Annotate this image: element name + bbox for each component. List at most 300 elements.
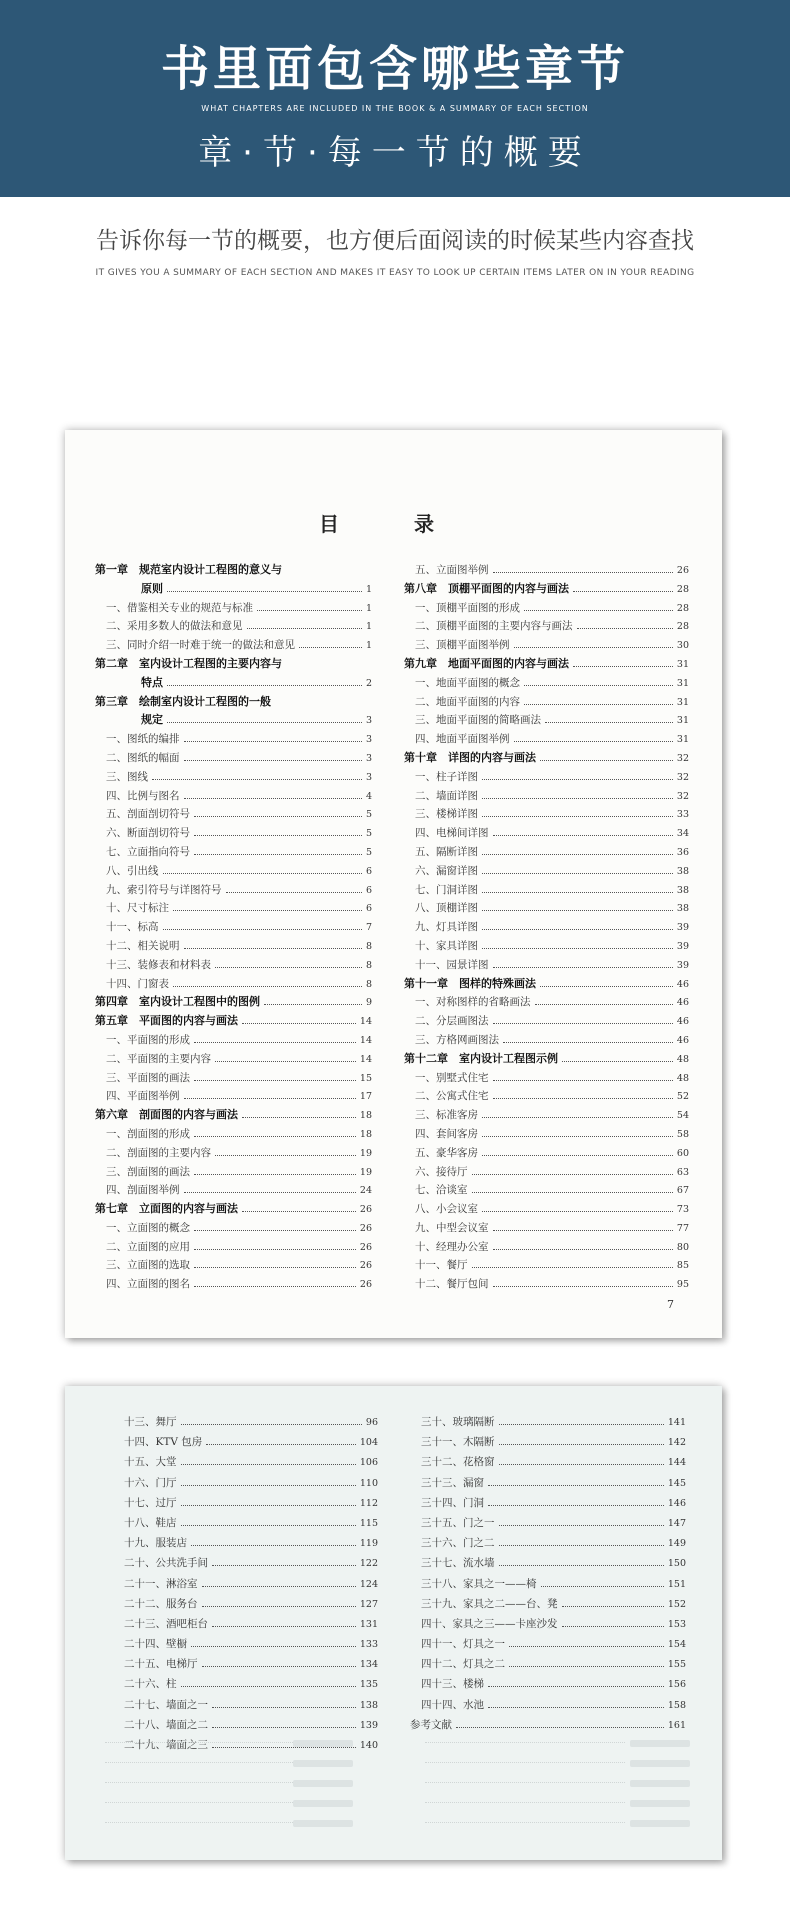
- toc-entry-label: 十、经理办公室: [415, 1240, 489, 1253]
- toc-section-entry: [410, 1432, 686, 1452]
- toc-leader-dots: [524, 675, 673, 686]
- toc-entry-label: 二十七、墙面之一: [124, 1698, 208, 1711]
- toc-section-entry: [404, 1087, 689, 1106]
- toc-entry-label: 三、平面图的画法: [106, 1071, 190, 1084]
- toc-page-number: 31: [676, 696, 689, 708]
- toc-entry-label: 十一、园景详图: [415, 958, 489, 971]
- toc-page-number: 26: [359, 1260, 372, 1272]
- toc-page-number: 34: [676, 828, 689, 840]
- toc-page-number: 46: [676, 997, 689, 1009]
- toc-page-number: 146: [667, 1497, 686, 1509]
- toc-section-entry: [404, 787, 689, 806]
- toc-page-number: 145: [667, 1477, 686, 1489]
- toc-entry-label: 二十五、电梯厅: [124, 1658, 198, 1671]
- toc-section-entry: [404, 1275, 689, 1294]
- toc-entry-label: 二、顶棚平面图的主要内容与画法: [415, 620, 573, 633]
- page-number: 7: [667, 1298, 674, 1311]
- toc-entry-label: 三十八、家具之一——椅: [421, 1577, 537, 1590]
- toc-page-number: 14: [359, 1053, 372, 1065]
- toc-leader-dots: [562, 1616, 664, 1627]
- toc-entry-label: 三、立面图的选取: [106, 1259, 190, 1272]
- toc-page-number: 135: [359, 1679, 378, 1691]
- toc-page-number: 48: [676, 1072, 689, 1084]
- toc-page-number: 5: [365, 846, 372, 858]
- toc-entry-label: 二十、公共洗手间: [124, 1557, 208, 1570]
- toc-entry-label: 三十四、门洞: [421, 1496, 484, 1509]
- toc-page-number: 77: [676, 1222, 689, 1234]
- toc-leader-dots: [488, 1697, 664, 1708]
- toc-entry-label: 一、图纸的编排: [106, 733, 180, 746]
- toc-leader-dots: [167, 581, 362, 592]
- toc-page-number: 14: [359, 1016, 372, 1028]
- toc-page-number: 32: [676, 790, 689, 802]
- toc-page-number: 26: [359, 1204, 372, 1216]
- toc-leader-dots: [509, 1656, 664, 1667]
- toc-entry-label: 十九、服装店: [124, 1537, 187, 1550]
- toc-section-entry: [95, 1219, 372, 1238]
- toc-leader-dots: [215, 957, 362, 968]
- banner-title: 书里面包含哪些章节: [160, 41, 629, 97]
- toc-leader-dots: [242, 1201, 356, 1212]
- toc-leader-dots: [184, 1182, 356, 1193]
- toc-leader-dots: [194, 1257, 356, 1268]
- toc-entry-label: 六、断面剖切符号: [106, 827, 190, 840]
- toc-entry-label: 一、对称图样的省略画法: [415, 996, 531, 1009]
- toc-section-entry: [404, 1012, 689, 1031]
- toc-entry-label: 十五、大堂: [124, 1456, 177, 1469]
- toc-page-number: 5: [365, 828, 372, 840]
- toc-entry-label: 二十六、柱: [124, 1678, 177, 1691]
- toc-section-entry: [113, 1715, 378, 1735]
- toc-page-number: 119: [359, 1538, 378, 1550]
- toc-leader-dots: [181, 1676, 356, 1687]
- toc-leader-dots: [482, 769, 673, 780]
- toc-page-number: 6: [365, 865, 372, 877]
- toc-leader-dots: [167, 712, 362, 723]
- toc-leader-dots: [206, 1434, 356, 1445]
- toc-chapter-entry: [95, 580, 372, 599]
- toc-page-number: 18: [359, 1110, 372, 1122]
- toc-page-number: 134: [359, 1659, 378, 1671]
- toc-section-entry: [113, 1674, 378, 1694]
- toc-leader-dots: [242, 1013, 356, 1024]
- toc-entry-label: 八、小会议室: [415, 1203, 478, 1216]
- toc-section-entry: [404, 617, 689, 636]
- toc-entry-label: 三十六、门之二: [421, 1537, 495, 1550]
- toc-leader-dots: [499, 1414, 664, 1425]
- toc-entry-label: 参考文献: [410, 1718, 452, 1731]
- toc-section-entry: [404, 674, 689, 693]
- toc-page-2: [65, 1386, 722, 1860]
- toc-leader-dots: [472, 1164, 673, 1175]
- toc-entry-label: 第十章 详图的内容与画法: [404, 750, 536, 764]
- toc-leader-dots: [194, 806, 362, 817]
- toc-page-number: 31: [676, 715, 689, 727]
- toc-page-number: 38: [676, 865, 689, 877]
- toc-section-entry: [113, 1614, 378, 1634]
- toc-entry-label: 九、灯具详图: [415, 921, 478, 934]
- toc-page-number: 3: [365, 734, 372, 746]
- toc-section-entry: [410, 1614, 686, 1634]
- toc-leader-dots: [191, 1636, 356, 1647]
- banner-tagline: 章·节·每一节的概要: [198, 133, 592, 173]
- toc-entry-label: 第八章 顶棚平面图的内容与画法: [404, 581, 569, 595]
- toc-entry-label: 十七、过厅: [124, 1496, 177, 1509]
- toc-leader-dots: [212, 1717, 356, 1728]
- toc-entry-label: 六、漏窗详图: [415, 864, 478, 877]
- toc-section-entry: [410, 1493, 686, 1513]
- toc-section-entry: [95, 824, 372, 843]
- toc-entry-label: 一、顶棚平面图的形成: [415, 601, 520, 614]
- toc-entry-label: 一、地面平面图的概念: [415, 676, 520, 689]
- toc-leader-dots: [493, 1220, 673, 1231]
- toc-leader-dots: [514, 637, 673, 648]
- toc-entry-label: 第六章 剖面图的内容与画法: [95, 1108, 238, 1122]
- toc-section-entry: [404, 937, 689, 956]
- toc-leader-dots: [194, 825, 362, 836]
- toc-leader-dots: [194, 1070, 356, 1081]
- toc-entry-label: 九、中型会议室: [415, 1221, 489, 1234]
- toc-entry-label: 五、剖面剖切符号: [106, 808, 190, 821]
- toc-section-entry: [404, 768, 689, 787]
- toc-page-number: 104: [359, 1437, 378, 1449]
- toc-leader-dots: [191, 1535, 356, 1546]
- toc-leader-dots: [215, 1145, 356, 1156]
- toc-entry-label: 二、立面图的应用: [106, 1240, 190, 1253]
- toc-leader-dots: [482, 806, 673, 817]
- toc-entry-label: 四、立面图的图名: [106, 1278, 190, 1291]
- toc-page-number: 52: [676, 1091, 689, 1103]
- toc-page-number: 39: [676, 959, 689, 971]
- toc-entry-label: 三、图线: [106, 770, 148, 783]
- toc-entry-label: 三十一、木隔断: [421, 1436, 495, 1449]
- toc-section-entry: [404, 1181, 689, 1200]
- toc-section-entry: [410, 1634, 686, 1654]
- toc-leader-dots: [286, 562, 368, 573]
- toc-entry-label: 四十一、灯具之一: [421, 1638, 505, 1651]
- toc-chapter-entry: [95, 693, 372, 712]
- toc-entry-label: 三、剖面图的画法: [106, 1165, 190, 1178]
- toc-entry-label: 十六、门厅: [124, 1476, 177, 1489]
- header-banner: [0, 0, 790, 197]
- toc-leader-dots: [202, 1596, 356, 1607]
- toc-entry-label: 第二章 室内设计工程图的主要内容与: [95, 656, 282, 670]
- toc-page-number: 158: [667, 1699, 686, 1711]
- toc-page-number: 106: [359, 1457, 378, 1469]
- toc-chapter-entry: [95, 561, 372, 580]
- toc-leader-dots: [482, 1126, 673, 1137]
- toc-section-entry: [404, 1219, 689, 1238]
- toc-left-column: [113, 1412, 378, 1755]
- toc-page-number: 96: [365, 1417, 378, 1428]
- toc-section-entry: [95, 975, 372, 994]
- toc-leader-dots: [194, 1239, 356, 1250]
- toc-leader-dots: [472, 1257, 673, 1268]
- toc-section-entry: [113, 1513, 378, 1533]
- toc-section-entry: [95, 617, 372, 636]
- toc-leader-dots: [573, 656, 673, 667]
- toc-leader-dots: [181, 1495, 356, 1506]
- toc-chapter-entry: [95, 674, 372, 693]
- toc-entry-label: 四、平面图举例: [106, 1090, 180, 1103]
- toc-entry-label: 三十九、家具之二——台、凳: [421, 1597, 558, 1610]
- toc-page-number: 155: [667, 1659, 686, 1671]
- toc-section-entry: [404, 881, 689, 900]
- toc-section-entry: [113, 1533, 378, 1553]
- toc-leader-dots: [482, 1107, 673, 1118]
- toc-entry-label: 二十三、酒吧柜台: [124, 1617, 208, 1630]
- toc-leader-dots: [167, 675, 362, 686]
- toc-section-entry: [410, 1452, 686, 1472]
- toc-section-entry: [113, 1432, 378, 1452]
- toc-section-entry: [404, 1031, 689, 1050]
- toc-chapter-entry: [404, 655, 689, 674]
- toc-entry-label: 第三章 绘制室内设计工程图的一般: [95, 694, 271, 708]
- toc-page-number: 6: [365, 903, 372, 915]
- toc-section-entry: [404, 824, 689, 843]
- toc-page-number: 138: [359, 1699, 378, 1711]
- toc-leader-dots: [493, 1088, 673, 1099]
- toc-section-entry: [404, 1163, 689, 1182]
- toc-page-number: 24: [359, 1185, 372, 1197]
- toc-leader-dots: [482, 900, 673, 911]
- toc-leader-dots: [215, 1051, 356, 1062]
- toc-page-number: 3: [365, 771, 372, 783]
- toc-page-number: 14: [359, 1034, 372, 1046]
- toc-page-number: 31: [676, 658, 689, 670]
- toc-entry-label: 三十五、门之一: [421, 1516, 495, 1529]
- toc-entry-label: 五、隔断详图: [415, 845, 478, 858]
- toc-entry-label: 七、立面指向符号: [106, 845, 190, 858]
- toc-leader-dots: [184, 1088, 356, 1099]
- toc-leader-dots: [524, 694, 673, 705]
- toc-entry-label: 五、立面图举例: [415, 564, 489, 576]
- toc-entry-label: 十三、装修表和材料表: [106, 958, 211, 971]
- toc-section-entry: [410, 1715, 686, 1735]
- toc-section-entry: [410, 1553, 686, 1573]
- toc-page-number: 31: [676, 677, 689, 689]
- toc-page-number: 133: [359, 1639, 378, 1651]
- toc-entry-label: 一、柱子详图: [415, 770, 478, 783]
- toc-leader-dots: [257, 600, 362, 611]
- toc-entry-label: 三、顶棚平面图举例: [415, 639, 510, 652]
- toc-leader-dots: [163, 919, 362, 930]
- toc-section-entry: [404, 918, 689, 937]
- toc-entry-label: 三十、玻璃隔断: [421, 1416, 495, 1428]
- toc-section-entry: [404, 1256, 689, 1275]
- toc-page-number: 4: [365, 790, 372, 802]
- toc-entry-label: 十一、标高: [106, 921, 159, 934]
- toc-page-number: 1: [365, 640, 372, 652]
- toc-page-number: 150: [667, 1558, 686, 1570]
- toc-entry-label: 三、标准客房: [415, 1109, 478, 1122]
- toc-left-column: [95, 561, 372, 1294]
- toc-chapter-entry: [404, 749, 689, 768]
- toc-leader-dots: [181, 1414, 362, 1425]
- toc-page-number: 140: [359, 1740, 378, 1751]
- toc-leader-dots: [173, 976, 362, 987]
- toc-page-number: 127: [359, 1598, 378, 1610]
- toc-entry-label: 十一、餐厅: [415, 1259, 468, 1272]
- toc-leader-dots: [482, 1145, 673, 1156]
- toc-page-number: 6: [365, 884, 372, 896]
- toc-page-number: 154: [667, 1639, 686, 1651]
- toc-chapter-entry: [404, 1050, 689, 1069]
- toc-leader-dots: [562, 1051, 673, 1062]
- toc-page-number: 5: [365, 809, 372, 821]
- toc-leader-dots: [181, 1515, 356, 1526]
- toc-section-entry: [95, 599, 372, 618]
- toc-leader-dots: [173, 900, 362, 911]
- toc-section-entry: [404, 1125, 689, 1144]
- toc-leader-dots: [493, 1070, 673, 1081]
- toc-entry-label: 九、索引符号与详图符号: [106, 883, 222, 896]
- toc-entry-label: 六、接待厅: [415, 1165, 468, 1178]
- toc-entry-label: 特点: [141, 675, 163, 689]
- toc-chapter-entry: [404, 580, 689, 599]
- toc-leader-dots: [540, 976, 673, 987]
- toc-entry-label: 十三、舞厅: [124, 1416, 177, 1428]
- toc-entry-label: 原则: [141, 581, 163, 595]
- toc-page-number: 156: [667, 1679, 686, 1691]
- toc-leader-dots: [181, 1475, 356, 1486]
- toc-section-entry: [113, 1594, 378, 1614]
- toc-section-entry: [410, 1412, 686, 1432]
- toc-entry-label: 三、方格网画图法: [415, 1033, 499, 1046]
- toc-entry-label: 四十二、灯具之二: [421, 1658, 505, 1671]
- toc-page-number: 122: [359, 1558, 378, 1570]
- toc-leader-dots: [212, 1616, 356, 1627]
- toc-leader-dots: [184, 788, 362, 799]
- toc-section-entry: [113, 1412, 378, 1432]
- toc-page-number: 26: [359, 1241, 372, 1253]
- toc-section-entry: [404, 1106, 689, 1125]
- toc-entry-label: 二、分层画图法: [415, 1015, 489, 1028]
- toc-page-number: 32: [676, 771, 689, 783]
- toc-section-entry: [113, 1654, 378, 1674]
- toc-entry-label: 二十八、墙面之二: [124, 1718, 208, 1731]
- toc-leader-dots: [286, 656, 368, 667]
- toc-entry-label: 十、家具详图: [415, 939, 478, 952]
- toc-leader-dots: [541, 1576, 664, 1587]
- toc-entry-label: 三、楼梯详图: [415, 808, 478, 821]
- toc-page-number: 152: [667, 1598, 686, 1610]
- toc-leader-dots: [275, 694, 368, 705]
- toc-leader-dots: [184, 731, 362, 742]
- toc-page-number: 63: [676, 1166, 689, 1178]
- toc-page-number: 38: [676, 884, 689, 896]
- toc-section-entry: [95, 768, 372, 787]
- toc-entry-label: 十二、相关说明: [106, 939, 180, 952]
- toc-entry-label: 一、剖面图的形成: [106, 1127, 190, 1140]
- toc-chapter-entry: [95, 1106, 372, 1125]
- toc-leader-dots: [472, 1182, 673, 1193]
- toc-section-entry: [95, 636, 372, 655]
- toc-page-number: 151: [667, 1578, 686, 1590]
- toc-leader-dots: [247, 618, 362, 629]
- toc-leader-dots: [493, 1239, 673, 1250]
- toc-entry-label: 二十四、壁橱: [124, 1638, 187, 1651]
- toc-leader-dots: [499, 1515, 664, 1526]
- toc-entry-label: 四、套间客房: [415, 1127, 478, 1140]
- toc-section-entry: [410, 1594, 686, 1614]
- toc-entry-label: 五、豪华客房: [415, 1146, 478, 1159]
- toc-page-number: 33: [676, 809, 689, 821]
- toc-section-entry: [113, 1493, 378, 1513]
- toc-leader-dots: [194, 1164, 356, 1175]
- toc-right-column: [410, 1412, 686, 1735]
- toc-page-number: 7: [365, 922, 372, 934]
- toc-page-number: 67: [676, 1185, 689, 1197]
- toc-page-number: 1: [365, 583, 372, 595]
- toc-entry-label: 七、门洞详图: [415, 883, 478, 896]
- toc-leader-dots: [482, 938, 673, 949]
- toc-entry-label: 三十二、花格窗: [421, 1456, 495, 1469]
- toc-page-number: 26: [676, 565, 689, 576]
- toc-leader-dots: [194, 1126, 356, 1137]
- toc-entry-label: 三、地面平面图的简略画法: [415, 714, 541, 727]
- toc-page-number: 80: [676, 1241, 689, 1253]
- toc-section-entry: [410, 1674, 686, 1694]
- toc-entry-label: 一、借鉴相关专业的规范与标准: [106, 601, 253, 614]
- toc-section-entry: [95, 1144, 372, 1163]
- toc-entry-label: 二、采用多数人的做法和意见: [106, 620, 243, 633]
- toc-entry-label: 二十二、服务台: [124, 1597, 198, 1610]
- toc-leader-dots: [482, 863, 673, 874]
- toc-section-entry: [95, 1181, 372, 1200]
- toc-page-number: 36: [676, 846, 689, 858]
- toc-leader-dots: [194, 1032, 356, 1043]
- toc-page-number: 124: [359, 1578, 378, 1590]
- toc-leader-dots: [264, 994, 362, 1005]
- toc-section-entry: [404, 956, 689, 975]
- toc-page-number: 39: [676, 922, 689, 934]
- toc-chapter-entry: [95, 655, 372, 674]
- toc-entry-label: 第四章 室内设计工程图中的图例: [95, 995, 260, 1009]
- toc-page-number: 8: [365, 959, 372, 971]
- toc-entry-label: 四十三、楼梯: [421, 1678, 484, 1691]
- toc-entry-label: 二、剖面图的主要内容: [106, 1146, 211, 1159]
- toc-section-entry: [95, 1256, 372, 1275]
- toc-entry-label: 十八、鞋店: [124, 1516, 177, 1529]
- toc-leader-dots: [514, 731, 673, 742]
- toc-leader-dots: [493, 1013, 673, 1024]
- toc-leader-dots: [493, 562, 673, 573]
- toc-page-number: 141: [667, 1417, 686, 1428]
- toc-page-number: 153: [667, 1618, 686, 1630]
- toc-entry-label: 二十九、墙面之三: [124, 1739, 208, 1751]
- toc-leader-dots: [482, 844, 673, 855]
- toc-page-number: 31: [676, 734, 689, 746]
- toc-entry-label: 四、比例与图名: [106, 789, 180, 802]
- toc-entry-label: 第五章 平面图的内容与画法: [95, 1014, 238, 1028]
- toc-leader-dots: [488, 1475, 664, 1486]
- toc-section-entry: [404, 993, 689, 1012]
- bleed-through-text: [65, 1736, 722, 1860]
- toc-entry-label: 一、别墅式住宅: [415, 1071, 489, 1084]
- toc-leader-dots: [194, 1220, 356, 1231]
- toc-section-entry: [404, 1200, 689, 1219]
- toc-page-number: 8: [365, 978, 372, 990]
- toc-entry-label: 二、地面平面图的内容: [415, 695, 520, 708]
- toc-section-entry: [95, 956, 372, 975]
- toc-right-column: [404, 561, 689, 1294]
- toc-page-number: 2: [365, 677, 372, 689]
- toc-section-entry: [404, 899, 689, 918]
- toc-section-entry: [404, 1144, 689, 1163]
- toc-entry-label: 三十三、漏窗: [421, 1476, 484, 1489]
- toc-section-entry: [95, 1069, 372, 1088]
